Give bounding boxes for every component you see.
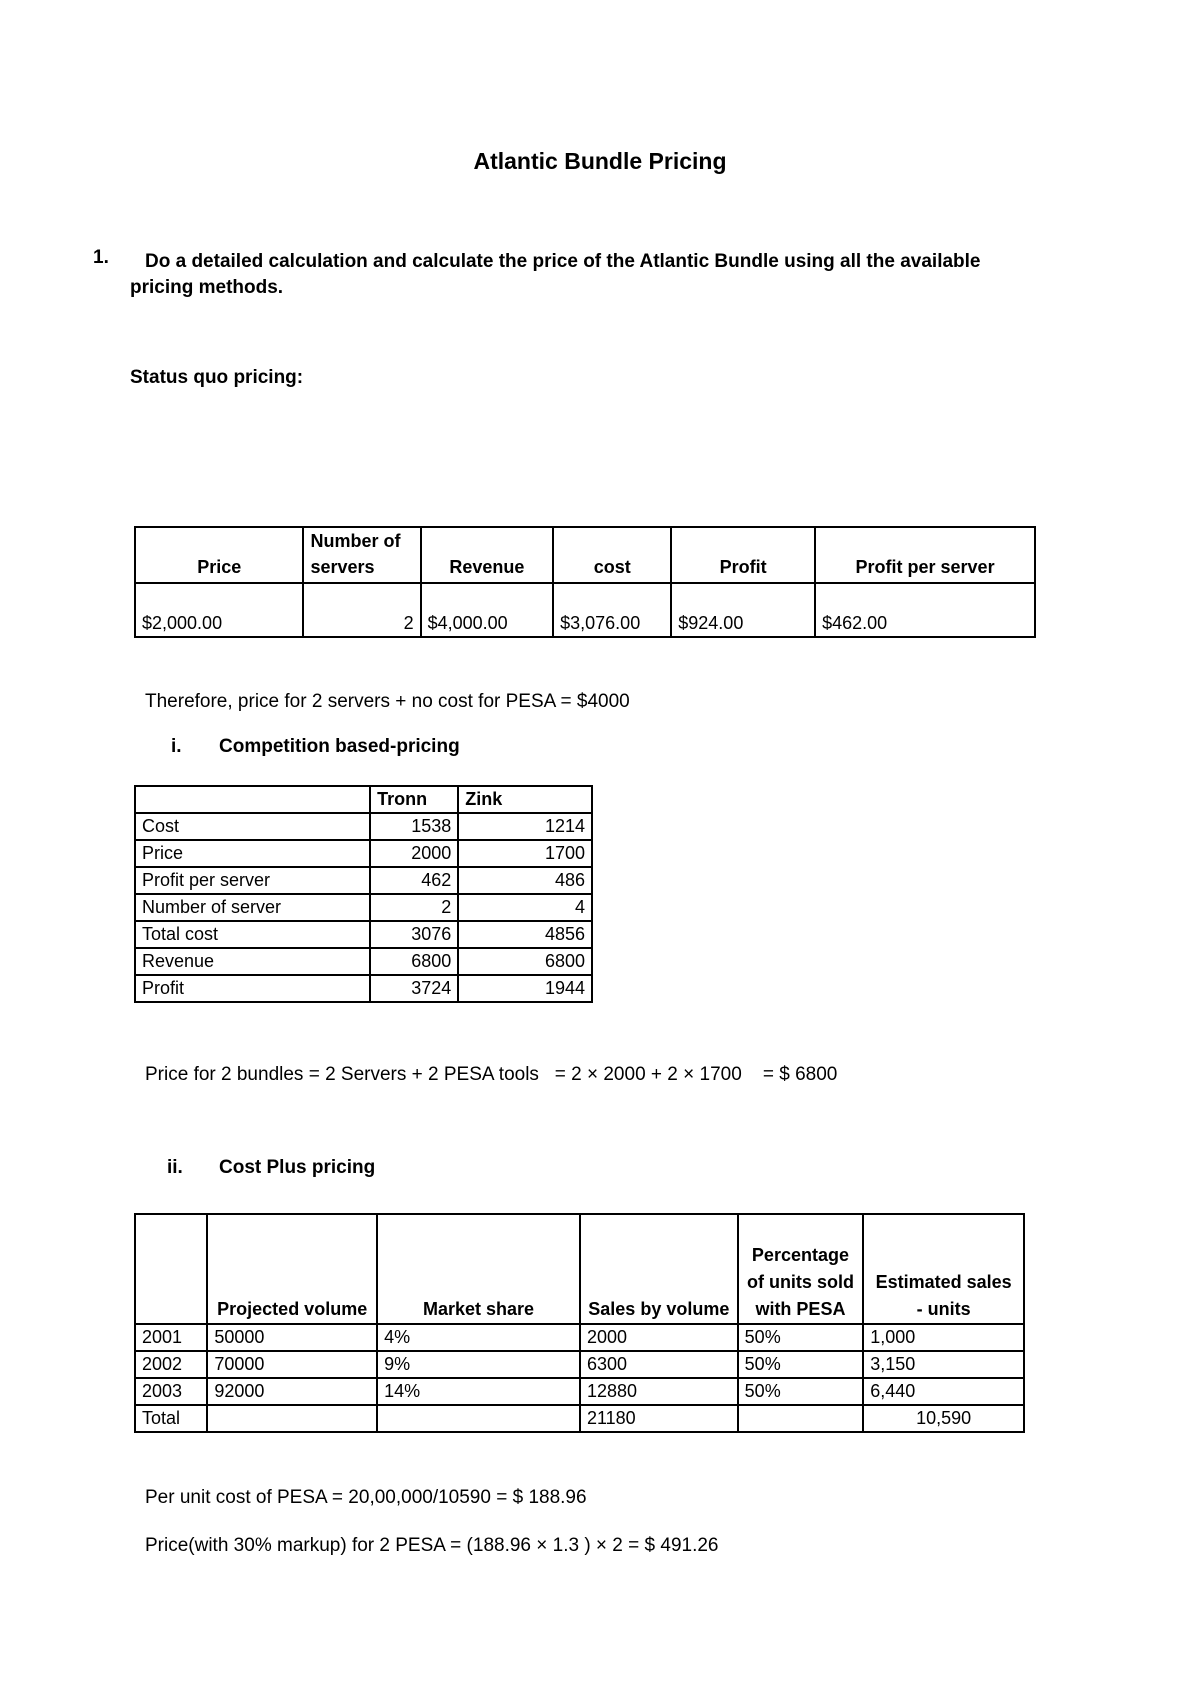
- cell-revenue: $4,000.00: [421, 583, 554, 637]
- cell-market-share: [377, 1405, 580, 1432]
- table-row: [135, 1378, 1024, 1405]
- header-price: Price: [135, 527, 303, 583]
- cell-percentage-with-pesa: 50%: [738, 1378, 864, 1405]
- cell-estimated-sales: 1,000: [863, 1324, 1024, 1351]
- header-projected-volume: Projected volume: [207, 1214, 377, 1324]
- markup-price-line: Price(with 30% markup) for 2 PESA = (188.96 × 1.3 ) × 2 = $ 491.26: [145, 1535, 719, 1556]
- cell-sales-by-volume: 21180: [580, 1405, 738, 1432]
- page-title: Atlantic Bundle Pricing: [473, 148, 727, 174]
- cell-cost: $3,076.00: [553, 583, 671, 637]
- cell-projected-volume: 50000: [207, 1324, 377, 1351]
- header-number-of-servers: Number of servers: [303, 527, 420, 583]
- table-header-row: [135, 786, 592, 813]
- header-blank: [135, 786, 370, 813]
- cell-projected-volume: 92000: [207, 1378, 377, 1405]
- cell-year: 2001: [135, 1324, 207, 1351]
- table-row: [135, 583, 1035, 637]
- cell-tronn: 2: [370, 894, 458, 921]
- cell-percentage-with-pesa: 50%: [738, 1324, 864, 1351]
- section-marker-i: i.: [171, 736, 182, 757]
- header-percentage-with-pesa: Percentage of units sold with PESA: [738, 1214, 864, 1324]
- cell-estimated-sales: 6,440: [863, 1378, 1024, 1405]
- cell-sales-by-volume: 12880: [580, 1378, 738, 1405]
- cell-number-of-servers: 2: [303, 583, 420, 637]
- table-row: [135, 1405, 1024, 1432]
- header-profit-per-server: Profit per server: [815, 527, 1035, 583]
- header-revenue: Revenue: [421, 527, 554, 583]
- table-row: [135, 840, 592, 867]
- row-label: Price: [135, 840, 370, 867]
- header-blank: [135, 1214, 207, 1324]
- cell-zink: 1214: [458, 813, 592, 840]
- competition-formula: Price for 2 bundles = 2 Servers + 2 PESA tools = 2 × 2000 + 2 × 1700 = $ 6800: [145, 1064, 838, 1085]
- cell-profit-per-server: $462.00: [815, 583, 1035, 637]
- question-number: 1.: [93, 247, 109, 268]
- cell-tronn: 462: [370, 867, 458, 894]
- cell-year: 2003: [135, 1378, 207, 1405]
- row-label: Total cost: [135, 921, 370, 948]
- header-sales-by-volume: Sales by volume: [580, 1214, 738, 1324]
- per-unit-cost-line: Per unit cost of PESA = 20,00,000/10590 = $ 188.96: [145, 1487, 587, 1508]
- cell-zink: 1700: [458, 840, 592, 867]
- cell-zink: 1944: [458, 975, 592, 1002]
- cost-plus-table: [134, 1213, 1025, 1433]
- row-label: Profit: [135, 975, 370, 1002]
- cost-plus-heading: Cost Plus pricing: [219, 1157, 376, 1178]
- cell-year: 2002: [135, 1351, 207, 1378]
- table-row: [135, 813, 592, 840]
- cell-market-share: 9%: [377, 1351, 580, 1378]
- cell-tronn: 3724: [370, 975, 458, 1002]
- cell-projected-volume: [207, 1405, 377, 1432]
- status-quo-table: [134, 526, 1036, 638]
- header-market-share: Market share: [377, 1214, 580, 1324]
- cell-sales-by-volume: 6300: [580, 1351, 738, 1378]
- question-text-continued: pricing methods.: [130, 277, 284, 298]
- row-label: Number of server: [135, 894, 370, 921]
- cell-zink: 4856: [458, 921, 592, 948]
- header-profit: Profit: [671, 527, 815, 583]
- header-cost: cost: [553, 527, 671, 583]
- cell-tronn: 1538: [370, 813, 458, 840]
- table-row: [135, 975, 592, 1002]
- row-label: Cost: [135, 813, 370, 840]
- cell-estimated-sales: 10,590: [863, 1405, 1024, 1432]
- table-row: [135, 921, 592, 948]
- cell-zink: 4: [458, 894, 592, 921]
- cell-profit: $924.00: [671, 583, 815, 637]
- header-zink: Zink: [458, 786, 592, 813]
- row-label: Profit per server: [135, 867, 370, 894]
- table-row: [135, 894, 592, 921]
- header-estimated-sales-units: Estimated sales - units: [863, 1214, 1024, 1324]
- status-quo-heading: Status quo pricing:: [130, 367, 304, 388]
- cell-market-share: 4%: [377, 1324, 580, 1351]
- cell-zink: 6800: [458, 948, 592, 975]
- table-row: [135, 1324, 1024, 1351]
- cell-tronn: 3076: [370, 921, 458, 948]
- cell-percentage-with-pesa: [738, 1405, 864, 1432]
- table-row: [135, 867, 592, 894]
- cell-zink: 486: [458, 867, 592, 894]
- competition-heading: Competition based-pricing: [219, 736, 460, 757]
- table-header-row: [135, 1214, 1024, 1324]
- competition-table: [134, 785, 593, 1003]
- cell-tronn: 2000: [370, 840, 458, 867]
- section-marker-ii: ii.: [167, 1157, 183, 1178]
- cell-sales-by-volume: 2000: [580, 1324, 738, 1351]
- header-tronn: Tronn: [370, 786, 458, 813]
- cell-price: $2,000.00: [135, 583, 303, 637]
- cell-percentage-with-pesa: 50%: [738, 1351, 864, 1378]
- cell-estimated-sales: 3,150: [863, 1351, 1024, 1378]
- table-row: [135, 948, 592, 975]
- question-text: Do a detailed calculation and calculate the price of the Atlantic Bundle using all the available: [145, 251, 981, 272]
- cell-tronn: 6800: [370, 948, 458, 975]
- table-row: [135, 1351, 1024, 1378]
- cell-market-share: 14%: [377, 1378, 580, 1405]
- row-label: Revenue: [135, 948, 370, 975]
- cell-projected-volume: 70000: [207, 1351, 377, 1378]
- status-quo-conclusion: Therefore, price for 2 servers + no cost for PESA = $4000: [145, 691, 630, 712]
- table-header-row: [135, 527, 1035, 583]
- cell-year: Total: [135, 1405, 207, 1432]
